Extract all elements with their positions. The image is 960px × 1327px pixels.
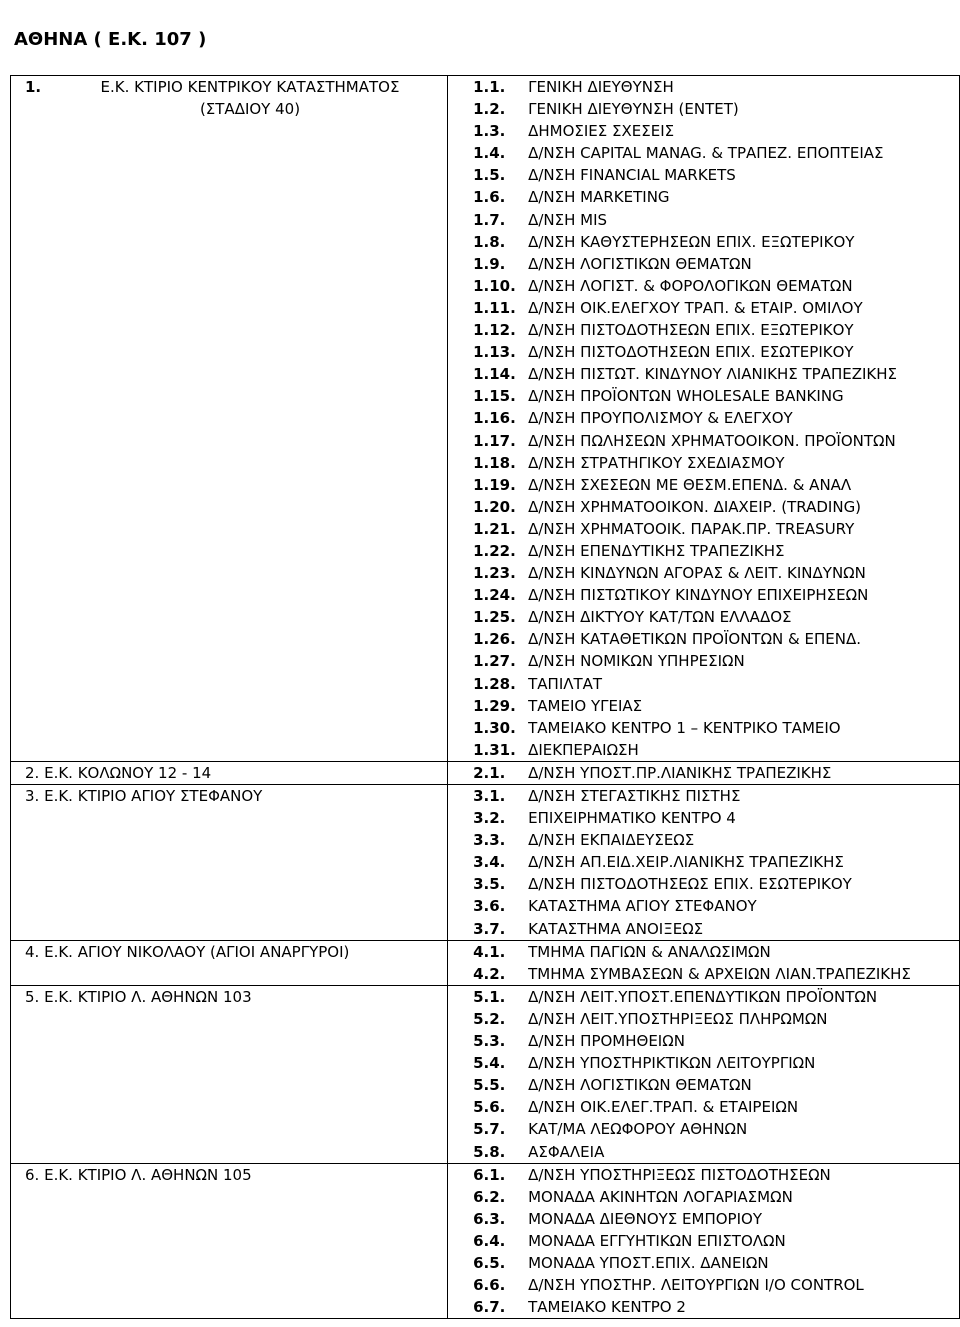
location-number: 3. <box>25 787 40 805</box>
unit-name: ΚΑΤ/ΜΑ ΛΕΩΦΟΡΟΥ ΑΘΗΝΩΝ <box>528 1120 748 1139</box>
unit-number: 3.4. <box>473 853 506 872</box>
location-cell <box>11 785 448 941</box>
unit-number: 3.5. <box>473 875 506 894</box>
unit-number: 1.27. <box>473 652 516 671</box>
location-address: (ΣΤΑΔΙΟΥ 40) <box>199 100 301 119</box>
location-number: 5. <box>25 987 40 1006</box>
units-cell <box>448 940 960 985</box>
unit-number: 1.22. <box>473 541 516 560</box>
unit-name: Δ/ΝΣΗ ΛΟΓΙΣΤΙΚΩΝ ΘΕΜΑΤΩΝ <box>528 1076 752 1095</box>
unit-name: Δ/ΝΣΗ ΚΑΘΥΣΤΕΡΗΣΕΩΝ ΕΠΙΧ. ΕΞΩΤΕΡΙΚΟΥ <box>528 232 855 251</box>
unit-number: 1.18. <box>473 453 516 472</box>
unit-name: Δ/ΝΣΗ ΠΡΟΜΗΘΕΙΩΝ <box>528 1032 685 1051</box>
unit-number: 3.2. <box>473 809 506 828</box>
unit-name: Δ/ΝΣΗ ΠΙΣΤΟΔΟΤΗΣΕΩΝ ΕΠΙΧ. ΕΣΩΤΕΡΙΚΟΥ <box>528 343 854 362</box>
unit-row <box>473 341 955 363</box>
unit-name: ΜΟΝΑΔΑ ΔΙΕΘΝΟΥΣ ΕΜΠΟΡΙΟΥ <box>528 1209 762 1228</box>
unit-row <box>473 98 955 120</box>
unit-row <box>473 695 955 717</box>
unit-name: Δ/ΝΣΗ ΝΟΜΙΚΩΝ ΥΠΗΡΕΣΙΩΝ <box>528 652 745 671</box>
unit-row <box>473 1074 955 1096</box>
unit-name: ΤΑΜΕΙΑΚΟ ΚΕΝΤΡΟ 2 <box>528 1298 686 1317</box>
unit-row <box>473 496 955 518</box>
unit-name: Δ/ΝΣΗ ΔΙΚΤΥΟΥ ΚΑΤ/ΤΩΝ ΕΛΛΑΔΟΣ <box>528 608 792 627</box>
unit-row <box>473 474 955 496</box>
unit-name: ΔΙΕΚΠΕΡΑΙΩΣΗ <box>528 740 639 759</box>
location-number: 4. <box>25 942 40 961</box>
unit-name: Δ/ΝΣΗ ΟΙΚ.ΕΛΕΓΧΟΥ ΤΡΑΠ. & ΕΤΑΙΡ. ΟΜΙΛΟΥ <box>528 298 863 317</box>
unit-number: 6.4. <box>473 1231 506 1250</box>
location-name: Ε.Κ. ΚΤΙΡΙΟ ΚΕΝΤΡΙΚΟΥ ΚΑΤΑΣΤΗΜΑΤΟΣ <box>100 78 400 96</box>
unit-number: 1.11. <box>473 298 516 317</box>
units-cell <box>448 1163 960 1319</box>
unit-row <box>473 1164 955 1186</box>
location-cell <box>11 1163 448 1319</box>
unit-name: Δ/ΝΣΗ ΠΙΣΤΟΔΟΤΗΣΕΩΣ ΕΠΙΧ. ΕΣΩΤΕΡΙΚΟΥ <box>528 875 852 894</box>
unit-name: ΤΜΗΜΑ ΠΑΓΙΩΝ & ΑΝΑΛΩΣΙΜΩΝ <box>528 942 771 961</box>
unit-row <box>473 1230 955 1252</box>
unit-number: 5.4. <box>473 1054 506 1073</box>
unit-number: 5.7. <box>473 1120 506 1139</box>
unit-row <box>473 1141 955 1163</box>
unit-name: Δ/ΝΣΗ ΧΡΗΜΑΤΟΟΙΚΟΝ. ΔΙΑΧΕΙΡ. (TRADING) <box>528 497 862 516</box>
unit-number: 1.13. <box>473 343 516 362</box>
unit-row <box>473 231 955 253</box>
unit-row <box>473 918 955 940</box>
unit-number: 1.20. <box>473 497 516 516</box>
unit-number: 1.29. <box>473 696 516 715</box>
unit-name: ΑΣΦΑΛΕΙΑ <box>528 1142 605 1161</box>
unit-row <box>473 739 955 761</box>
unit-number: 5.3. <box>473 1032 506 1051</box>
unit-row <box>473 275 955 297</box>
unit-name: Δ/ΝΣΗ MARKETING <box>528 188 670 207</box>
unit-row <box>473 650 955 672</box>
location-row <box>11 785 960 941</box>
unit-row <box>473 76 955 98</box>
unit-number: 5.5. <box>473 1076 506 1095</box>
unit-row <box>473 518 955 540</box>
unit-name: Δ/ΝΣΗ ΥΠΟΣΤΗΡΙΚΤΙΚΩΝ ΛΕΙΤΟΥΡΓΙΩΝ <box>528 1054 816 1073</box>
unit-name: Δ/ΝΣΗ ΛΟΓΙΣΤ. & ΦΟΡΟΛΟΓΙΚΩΝ ΘΕΜΑΤΩΝ <box>528 276 853 295</box>
location-cell <box>11 985 448 1163</box>
unit-row <box>473 452 955 474</box>
location-name: Ε.Κ. ΑΓΙΟΥ ΝΙΚΟΛΑΟΥ (ΑΓΙΟΙ ΑΝΑΡΓΥΡΟΙ) <box>44 942 350 961</box>
unit-name: ΜΟΝΑΔΑ ΕΓΓΥΗΤΙΚΩΝ ΕΠΙΣΤΟΛΩΝ <box>528 1231 786 1250</box>
locations-table-body <box>11 76 960 1319</box>
location-row <box>11 1163 960 1319</box>
location-heading-line2 <box>11 98 447 120</box>
unit-name: Δ/ΝΣΗ ΟΙΚ.ΕΛΕΓ.ΤΡΑΠ. & ΕΤΑΙΡΕΙΩΝ <box>528 1098 799 1117</box>
unit-row <box>473 407 955 429</box>
unit-number: 1.26. <box>473 630 516 649</box>
location-number: 2. <box>25 763 40 782</box>
unit-row <box>473 873 955 895</box>
location-cell <box>11 761 448 784</box>
location-number: 6. <box>25 1165 40 1184</box>
unit-row <box>473 895 955 917</box>
location-name: Ε.Κ. ΚΤΙΡΙΟ ΑΓΙΟΥ ΣΤΕΦΑΝΟΥ <box>44 787 263 805</box>
unit-row <box>473 628 955 650</box>
unit-row <box>473 363 955 385</box>
unit-row <box>473 164 955 186</box>
unit-row <box>473 584 955 606</box>
unit-row <box>473 297 955 319</box>
unit-number: 1.6. <box>473 188 506 207</box>
unit-row <box>473 963 955 985</box>
unit-number: 1.17. <box>473 431 516 450</box>
location-row <box>11 940 960 985</box>
location-cell <box>11 76 448 762</box>
units-cell <box>448 985 960 1163</box>
unit-row <box>473 941 955 963</box>
unit-row <box>473 430 955 452</box>
unit-name: Δ/ΝΣΗ FINANCIAL MARKETS <box>528 166 736 185</box>
unit-number: 6.1. <box>473 1165 506 1184</box>
unit-row <box>473 253 955 275</box>
unit-name: Δ/ΝΣΗ ΠΩΛΗΣΕΩΝ ΧΡΗΜΑΤΟΟΙΚΟΝ. ΠΡΟΪΟΝΤΩΝ <box>528 431 896 450</box>
unit-name: ΔΗΜΟΣΙΕΣ ΣΧΕΣΕΙΣ <box>528 122 675 141</box>
unit-number: 5.2. <box>473 1009 506 1028</box>
unit-name: Δ/ΝΣΗ ΚΑΤΑΘΕΤΙΚΩΝ ΠΡΟΪΟΝΤΩΝ & ΕΠΕΝΔ. <box>528 630 861 649</box>
unit-row <box>473 673 955 695</box>
unit-row <box>473 1296 955 1318</box>
unit-number: 6.5. <box>473 1253 506 1272</box>
location-row <box>11 76 960 762</box>
unit-row <box>473 562 955 584</box>
unit-name: Δ/ΝΣΗ ΚΙΝΔΥΝΩΝ ΑΓΟΡΑΣ & ΛΕΙΤ. ΚΙΝΔΥΝΩΝ <box>528 564 866 583</box>
unit-row <box>473 986 955 1008</box>
unit-name: Δ/ΝΣΗ CAPITAL MANAG. & ΤΡΑΠΕΖ. ΕΠΟΠΤΕΙΑΣ <box>528 144 884 163</box>
unit-number: 3.6. <box>473 897 506 916</box>
unit-row <box>473 1096 955 1118</box>
unit-row <box>473 142 955 164</box>
unit-number: 5.1. <box>473 987 506 1006</box>
unit-row <box>473 1186 955 1208</box>
unit-row <box>473 186 955 208</box>
unit-name: Δ/ΝΣΗ ΕΚΠΑΙΔΕΥΣΕΩΣ <box>528 831 695 850</box>
location-name: Ε.Κ. ΚΤΙΡΙΟ Λ. ΑΘΗΝΩΝ 103 <box>44 987 252 1006</box>
unit-name: Δ/ΝΣΗ ΠΙΣΤΩΤ. ΚΙΝΔΥΝΟΥ ΛΙΑΝΙΚΗΣ ΤΡΑΠΕΖΙΚΗΣ <box>528 365 898 384</box>
unit-row <box>473 209 955 231</box>
unit-number: 4.1. <box>473 942 506 961</box>
unit-number: 1.4. <box>473 144 506 163</box>
locations-table <box>10 75 960 1319</box>
unit-name: Δ/ΝΣΗ ΠΡΟΥΠΟΛΙΣΜΟΥ & ΕΛΕΓΧΟΥ <box>528 409 793 428</box>
unit-number: 1.2. <box>473 100 506 119</box>
units-cell <box>448 76 960 762</box>
unit-name: Δ/ΝΣΗ ΠΡΟΪΟΝΤΩΝ WHOLESALE BANKING <box>528 387 844 406</box>
location-row <box>11 761 960 784</box>
unit-name: Δ/ΝΣΗ ΥΠΟΣΤΗΡ. ΛΕΙΤΟΥΡΓΙΩΝ I/O CONTROL <box>528 1276 864 1295</box>
unit-name: ΓΕΝΙΚΗ ΔΙΕΥΘΥΝΣΗ (ΕΝΤΕΤ) <box>528 100 739 119</box>
location-heading <box>11 986 447 1008</box>
unit-name: ΤΑΜΕΙΑΚΟ ΚΕΝΤΡΟ 1 – ΚΕΝΤΡΙΚΟ ΤΑΜΕΙΟ <box>528 718 841 737</box>
unit-name: ΜΟΝΑΔΑ ΥΠΟΣΤ.ΕΠΙΧ. ΔΑΝΕΙΩΝ <box>528 1253 769 1272</box>
unit-row <box>473 606 955 628</box>
location-cell <box>11 940 448 985</box>
unit-number: 6.2. <box>473 1187 506 1206</box>
unit-name: Δ/ΝΣΗ ΣΧΕΣΕΩΝ ΜΕ ΘΕΣΜ.ΕΠΕΝΔ. & ΑΝΑΛ <box>528 475 852 494</box>
unit-number: 6.6. <box>473 1276 506 1295</box>
unit-name: ΜΟΝΑΔΑ ΑΚΙΝΗΤΩΝ ΛΟΓΑΡΙΑΣΜΩΝ <box>528 1187 793 1206</box>
unit-row <box>473 540 955 562</box>
unit-number: 1.19. <box>473 475 516 494</box>
unit-name: ΓΕΝΙΚΗ ΔΙΕΥΘΥΝΣΗ <box>528 78 674 96</box>
unit-row <box>473 1274 955 1296</box>
unit-row <box>473 1008 955 1030</box>
location-name: Ε.Κ. ΚΟΛΩΝΟΥ 12 - 14 <box>44 763 212 782</box>
unit-row <box>473 851 955 873</box>
unit-name: Δ/ΝΣΗ ΛΟΓΙΣΤΙΚΩΝ ΘΕΜΑΤΩΝ <box>528 254 752 273</box>
unit-number: 1.15. <box>473 387 516 406</box>
unit-number: 3.1. <box>473 787 506 805</box>
unit-number: 6.3. <box>473 1209 506 1228</box>
unit-number: 3.3. <box>473 831 506 850</box>
location-row <box>11 985 960 1163</box>
unit-row <box>473 1252 955 1274</box>
unit-name: Δ/ΝΣΗ ΥΠΟΣΤ.ΠΡ.ΛΙΑΝΙΚΗΣ ΤΡΑΠΕΖΙΚΗΣ <box>528 763 832 782</box>
unit-name: Δ/ΝΣΗ ΑΠ.ΕΙΔ.ΧΕΙΡ.ΛΙΑΝΙΚΗΣ ΤΡΑΠΕΖΙΚΗΣ <box>528 853 844 872</box>
unit-number: 1.23. <box>473 564 516 583</box>
units-cell <box>448 761 960 784</box>
location-heading <box>11 785 447 807</box>
unit-name: Δ/ΝΣΗ ΠΙΣΤΩΤΙΚΟΥ ΚΙΝΔΥΝΟΥ ΕΠΙΧΕΙΡΗΣΕΩΝ <box>528 586 869 605</box>
unit-row <box>473 1052 955 1074</box>
unit-name: Δ/ΝΣΗ ΣΤΕΓΑΣΤΙΚΗΣ ΠΙΣΤΗΣ <box>528 787 741 805</box>
unit-number: 3.7. <box>473 919 506 938</box>
unit-name: Δ/ΝΣΗ MIS <box>528 210 608 229</box>
unit-number: 1.12. <box>473 321 516 340</box>
unit-row <box>473 120 955 142</box>
unit-number: 1.28. <box>473 674 516 693</box>
unit-number: 4.2. <box>473 964 506 983</box>
unit-row <box>473 785 955 807</box>
unit-name: ΤΜΗΜΑ ΣΥΜΒΑΣΕΩΝ & ΑΡΧΕΙΩΝ ΛΙΑΝ.ΤΡΑΠΕΖΙΚΗΣ <box>528 964 911 983</box>
unit-name: Δ/ΝΣΗ ΣΤΡΑΤΗΓΙΚΟΥ ΣΧΕΔΙΑΣΜΟΥ <box>528 453 785 472</box>
page-title: ΑΘΗΝΑ ( Ε.Κ. 107 ) <box>14 29 207 50</box>
unit-number: 1.3. <box>473 122 506 141</box>
unit-name: Δ/ΝΣΗ ΧΡΗΜΑΤΟΟΙΚ. ΠΑΡΑΚ.ΠΡ. TREASURY <box>528 519 855 538</box>
unit-name: Δ/ΝΣΗ ΕΠΕΝΔΥΤΙΚΗΣ ΤΡΑΠΕΖΙΚΗΣ <box>528 541 785 560</box>
location-heading <box>11 941 447 963</box>
unit-row <box>473 1030 955 1052</box>
unit-number: 1.30. <box>473 718 516 737</box>
unit-row <box>473 319 955 341</box>
location-heading <box>11 76 447 98</box>
unit-number: 1.9. <box>473 254 506 273</box>
unit-number: 1.7. <box>473 210 506 229</box>
unit-row <box>473 1118 955 1140</box>
unit-name: ΚΑΤΑΣΤΗΜΑ ΑΝΟΙΞΕΩΣ <box>528 919 704 938</box>
unit-number: 1.14. <box>473 365 516 384</box>
unit-number: 6.7. <box>473 1298 506 1317</box>
unit-row <box>473 717 955 739</box>
unit-name: Δ/ΝΣΗ ΛΕΙΤ.ΥΠΟΣΤ.ΕΠΕΝΔΥΤΙΚΩΝ ΠΡΟΪΟΝΤΩΝ <box>528 987 878 1006</box>
unit-row <box>473 829 955 851</box>
unit-name: ΤΑΠΙΛΤΑΤ <box>528 674 603 693</box>
unit-number: 5.8. <box>473 1142 506 1161</box>
location-number: 1. <box>25 78 42 96</box>
unit-number: 1.1. <box>473 78 506 96</box>
unit-number: 1.31. <box>473 740 516 759</box>
unit-number: 1.21. <box>473 519 516 538</box>
unit-number: 1.10. <box>473 276 516 295</box>
unit-row <box>473 385 955 407</box>
unit-number: 5.6. <box>473 1098 506 1117</box>
location-name: Ε.Κ. ΚΤΙΡΙΟ Λ. ΑΘΗΝΩΝ 105 <box>44 1165 252 1184</box>
unit-number: 2.1. <box>473 763 506 782</box>
unit-name: Δ/ΝΣΗ ΠΙΣΤΟΔΟΤΗΣΕΩΝ ΕΠΙΧ. ΕΞΩΤΕΡΙΚΟΥ <box>528 321 854 340</box>
unit-name: Δ/ΝΣΗ ΥΠΟΣΤΗΡΙΞΕΩΣ ΠΙΣΤΟΔΟΤΗΣΕΩΝ <box>528 1165 831 1184</box>
unit-number: 1.8. <box>473 232 506 251</box>
unit-number: 1.24. <box>473 586 516 605</box>
spacer <box>25 98 65 120</box>
unit-name: ΚΑΤΑΣΤΗΜΑ ΑΓΙΟΥ ΣΤΕΦΑΝΟΥ <box>528 897 757 916</box>
unit-name: Δ/ΝΣΗ ΛΕΙΤ.ΥΠΟΣΤΗΡΙΞΕΩΣ ΠΛΗΡΩΜΩΝ <box>528 1009 828 1028</box>
units-cell <box>448 785 960 941</box>
unit-name: ΤΑΜΕΙΟ ΥΓΕΙΑΣ <box>528 696 643 715</box>
unit-name: ΕΠΙΧΕΙΡΗΜΑΤΙΚΟ ΚΕΝΤΡΟ 4 <box>528 809 736 828</box>
location-heading <box>11 1164 447 1186</box>
unit-number: 1.16. <box>473 409 516 428</box>
unit-row <box>473 1208 955 1230</box>
location-heading <box>11 762 447 784</box>
unit-row <box>473 807 955 829</box>
unit-row <box>473 762 955 784</box>
unit-number: 1.25. <box>473 608 516 627</box>
unit-number: 1.5. <box>473 166 506 185</box>
